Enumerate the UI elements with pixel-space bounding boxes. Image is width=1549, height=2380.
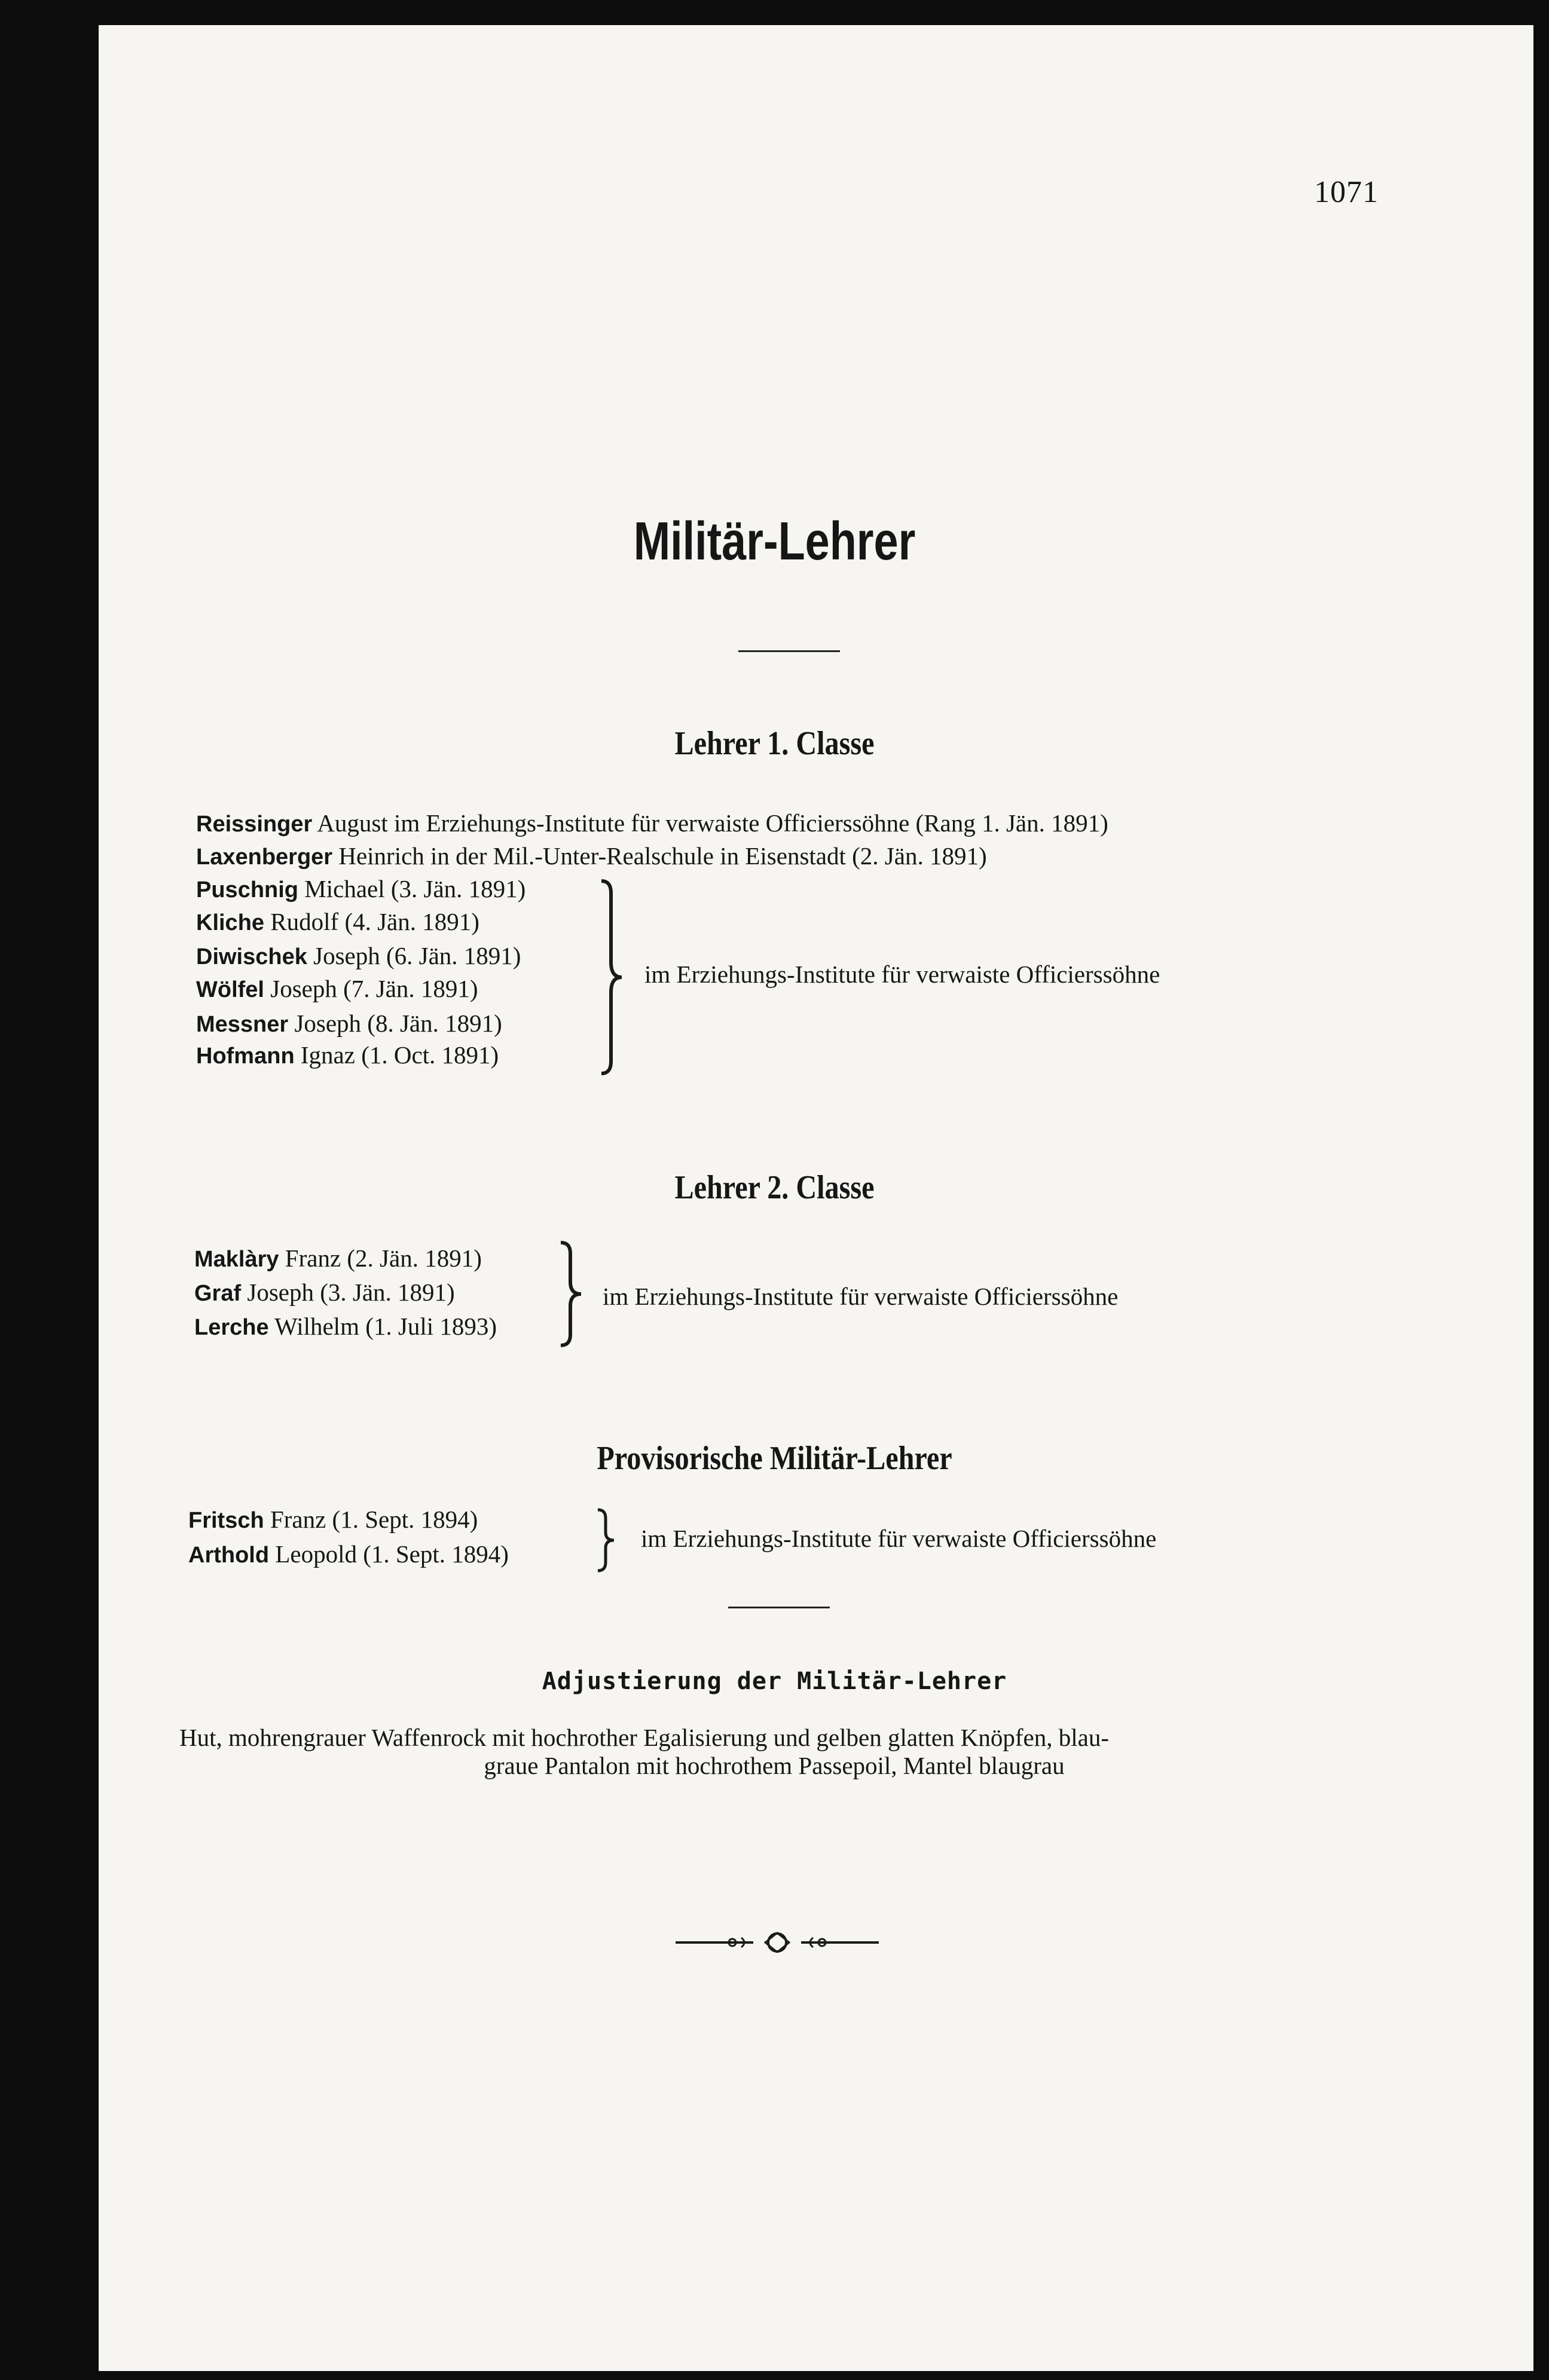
page-number: 1071	[1314, 175, 1379, 209]
right-brace-icon	[595, 1507, 625, 1573]
teacher-details: Joseph (8. Jän. 1891)	[294, 1009, 502, 1037]
teacher-name: Messner	[196, 1012, 289, 1037]
teacher-details: Heinrich in der Mil.-Unter-Realschule in Eisenstadt (2. Jän. 1891)	[338, 842, 987, 870]
list-item	[194, 1245, 482, 1272]
uniform-text-line-1: Hut, mohrengrauer Waffenrock mit hochrother Egalisierung und gelben glatten Knöpfen, blau-	[179, 1724, 1109, 1751]
list-item	[196, 843, 987, 870]
right-brace-icon	[557, 1240, 593, 1348]
teacher-name: Laxenberger	[196, 845, 333, 870]
section-title-provisional: Provisorische Militär-Lehrer	[597, 1440, 952, 1477]
list-item	[194, 1279, 455, 1307]
teacher-details: Joseph (6. Jän. 1891)	[313, 942, 521, 969]
teacher-name: Diwischek	[196, 944, 307, 969]
list-item	[196, 1010, 502, 1038]
teacher-details: Franz (2. Jän. 1891)	[285, 1244, 482, 1272]
group-assignment-text: im Erziehungs-Institute für verwaiste Officierssöhne	[641, 1525, 1157, 1552]
teacher-details: August im Erziehungs-Institute für verwaiste Officierssöhne (Rang 1. Jän. 1891)	[317, 809, 1108, 837]
list-item	[196, 943, 521, 970]
group-assignment-text: im Erziehungs-Institute für verwaiste Officierssöhne	[644, 960, 1160, 988]
list-item	[196, 810, 1108, 837]
teacher-name: Fritsch	[188, 1508, 264, 1533]
decorative-ornament-icon	[676, 1925, 879, 1963]
teacher-name: Puschnig	[196, 877, 299, 903]
teacher-name: Maklàry	[194, 1247, 279, 1272]
teacher-name: Reissinger	[196, 812, 313, 837]
list-item	[188, 1506, 478, 1534]
title-divider	[738, 650, 840, 652]
list-item	[194, 1313, 497, 1341]
page-title: Militär-Lehrer	[633, 512, 916, 571]
teacher-details: Joseph (3. Jän. 1891)	[247, 1278, 455, 1306]
teacher-name: Wölfel	[196, 977, 264, 1002]
list-item	[196, 876, 526, 903]
uniform-title: Adjustierung der Militär-Lehrer	[542, 1668, 1007, 1695]
group-assignment-text: im Erziehungs-Institute für verwaiste Officierssöhne	[603, 1283, 1119, 1310]
section-title-second-class: Lehrer 2. Classe	[674, 1169, 875, 1206]
teacher-details: Leopold (1. Sept. 1894)	[275, 1540, 509, 1568]
list-item	[188, 1541, 509, 1568]
list-item	[196, 975, 478, 1003]
section-title-first-class: Lehrer 1. Classe	[674, 725, 875, 762]
teacher-name: Lerche	[194, 1315, 269, 1340]
teacher-details: Franz (1. Sept. 1894)	[270, 1506, 478, 1533]
teacher-name: Arthold	[188, 1543, 270, 1568]
teacher-name: Graf	[194, 1281, 242, 1306]
uniform-text-line-2: graue Pantalon mit hochrothem Passepoil, Mantel blaugrau	[484, 1752, 1065, 1779]
section-divider	[728, 1607, 830, 1608]
teacher-name: Kliche	[196, 910, 265, 935]
teacher-name: Hofmann	[196, 1044, 295, 1069]
teacher-details: Michael (3. Jän. 1891)	[304, 875, 526, 903]
right-brace-icon	[598, 879, 634, 1076]
teacher-details: Joseph (7. Jän. 1891)	[270, 975, 478, 1002]
teacher-details: Ignaz (1. Oct. 1891)	[300, 1041, 499, 1069]
teacher-details: Wilhelm (1. Juli 1893)	[274, 1313, 497, 1340]
teacher-details: Rudolf (4. Jän. 1891)	[270, 908, 479, 935]
list-item	[196, 1042, 499, 1069]
list-item	[196, 908, 479, 936]
